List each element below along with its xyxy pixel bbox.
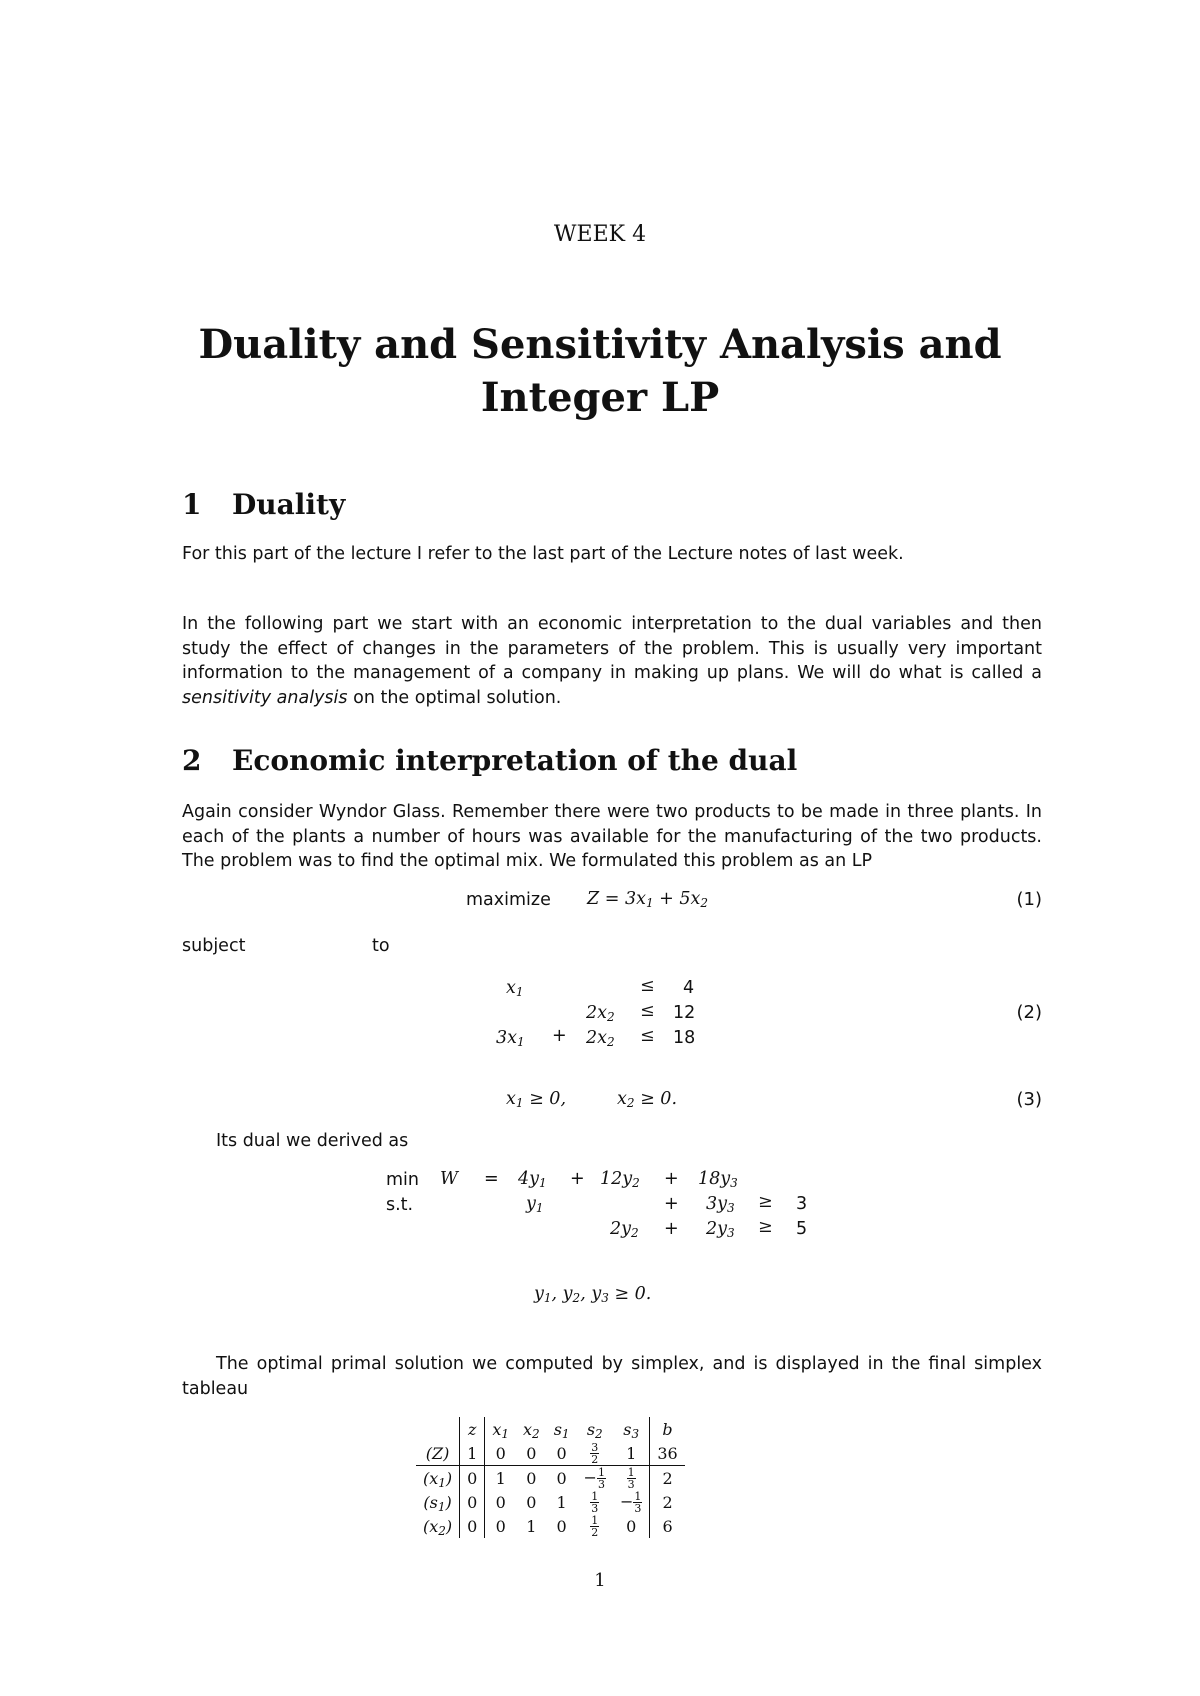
cell: 0 xyxy=(485,1490,516,1514)
paragraph-3: Again consider Wyndor Glass. Remember there were two products to be made in three plants. In each of the plants a number of hours was available for the manufacturing of the two products. The problem was to find the optimal mix. We formulated this problem as an LP xyxy=(182,802,1042,871)
dual-18y3: $18y_3$ xyxy=(698,1169,738,1190)
dual-min-label: min xyxy=(386,1170,420,1190)
cell: 0 xyxy=(485,1514,516,1538)
title-line-1: Duality and Sensitivity Analysis and xyxy=(198,321,1002,368)
c3-rhs: 18 xyxy=(673,1028,696,1048)
week-header: WEEK 4 xyxy=(553,222,647,247)
page-number: 1 xyxy=(594,1570,606,1591)
col-s2: $s_2$ xyxy=(586,1419,603,1441)
cell: 0 xyxy=(460,1466,485,1491)
paragraph-2-text-b: on the optimal solution. xyxy=(347,687,562,708)
c1-leq: ≤ xyxy=(640,976,655,996)
cell: 6 xyxy=(650,1514,685,1538)
cell: − $\frac{1}{3}$ xyxy=(619,1489,642,1515)
cell: 2 xyxy=(650,1466,685,1491)
dual-eq: = xyxy=(484,1169,499,1189)
dual-c1-3y3: $3y_3$ xyxy=(706,1194,735,1215)
dual-c1-rhs: 3 xyxy=(796,1194,808,1214)
col-x1: $x_1$ xyxy=(485,1417,516,1441)
row-label-x2: $(x_2)$ xyxy=(423,1516,453,1538)
c3-leq: ≤ xyxy=(640,1026,655,1046)
dual-st-label: s.t. xyxy=(386,1195,414,1215)
cell: 0 xyxy=(547,1466,577,1491)
cell: 0 xyxy=(516,1466,547,1491)
objective-function: $Z = 3x_1 + 5x_2$ xyxy=(587,889,709,910)
section-2-number: 2 xyxy=(182,744,202,777)
cell: 0 xyxy=(526,1443,537,1463)
equation-number-2: (2) xyxy=(1016,1002,1042,1023)
cell: 36 xyxy=(650,1441,685,1466)
section-1-heading xyxy=(182,488,345,521)
title-line-2: Integer LP xyxy=(480,374,720,421)
dual-c2-2y2: $2y_2$ xyxy=(610,1219,639,1240)
paragraph-1: For this part of the lecture I refer to the last part of the Lecture notes of last week. xyxy=(182,544,904,564)
dual-c1-plus: + xyxy=(664,1194,679,1214)
nonnegativity-x2: $x_2 \ge 0$. xyxy=(617,1089,678,1110)
section-1-number: 1 xyxy=(182,488,202,521)
cell: $\frac{3}{2}$ xyxy=(591,1440,599,1466)
dual-nonnegativity: $y_1$, $y_2$, $y_3 \ge 0$. xyxy=(534,1284,652,1305)
dual-12y2: $12y_2$ xyxy=(600,1169,640,1190)
dual-intro: Its dual we derived as xyxy=(216,1131,409,1151)
col-b: b xyxy=(650,1417,685,1441)
cell: 1 xyxy=(626,1443,637,1463)
section-1-title: Duality xyxy=(232,488,346,521)
col-z: z xyxy=(460,1417,485,1441)
section-2-title: Economic interpretation of the dual xyxy=(232,744,798,777)
cell: 1 xyxy=(485,1466,516,1491)
cell: 0 xyxy=(485,1441,516,1466)
cell: 0 xyxy=(460,1490,485,1514)
page-title xyxy=(0,318,1200,424)
c1-x1: $x_1$ xyxy=(506,978,524,999)
cell: $\frac{1}{3}$ xyxy=(613,1466,650,1491)
dual-c1-geq: ≥ xyxy=(758,1192,773,1212)
c3-3x1: $3x_1$ xyxy=(496,1028,525,1049)
nonnegativity-x1: $x_1 \ge 0$, xyxy=(506,1089,567,1110)
dual-c2-rhs: 5 xyxy=(796,1219,808,1239)
simplex-tableau xyxy=(416,1417,685,1538)
table-row xyxy=(416,1514,685,1538)
dual-W: W xyxy=(440,1169,458,1189)
subject-word: subject xyxy=(182,936,246,956)
paragraph-4: The optimal primal solution we computed by simplex, and is displayed in the final simplex tableau xyxy=(182,1354,1042,1399)
cell: 1 xyxy=(460,1441,485,1466)
dual-c2-geq: ≥ xyxy=(758,1217,773,1237)
table-row xyxy=(416,1441,685,1466)
cell: 0 xyxy=(556,1516,567,1536)
cell: 0 xyxy=(460,1514,485,1538)
cell: 2 xyxy=(650,1490,685,1514)
equation-number-1: (1) xyxy=(1016,889,1042,910)
maximize-label: maximize xyxy=(466,890,551,910)
c3-plus: + xyxy=(552,1026,567,1046)
c2-leq: ≤ xyxy=(640,1001,655,1021)
c2-rhs: 12 xyxy=(673,1003,696,1023)
col-s1: $s_1$ xyxy=(553,1419,570,1441)
dual-c2-plus: + xyxy=(664,1219,679,1239)
section-2-heading xyxy=(182,744,797,777)
cell: − $\frac{1}{3}$ xyxy=(577,1466,613,1491)
cell: 0 xyxy=(556,1443,567,1463)
cell: 0 xyxy=(526,1492,537,1512)
table-row xyxy=(416,1466,685,1491)
cell: 1 xyxy=(556,1492,567,1512)
tableau-header-row xyxy=(416,1417,685,1441)
c3-2x2: $2x_2$ xyxy=(586,1028,615,1049)
sensitivity-analysis-emphasis: sensitivity analysis xyxy=(182,687,348,708)
paragraph-2-text-a: In the following part we start with an economic interpretation to the dual variables and then study the effect of changes in the parameters of the problem. This is usually very important information to the management of a company in making up plans. We will do what is called a xyxy=(182,614,1042,683)
cell: $\frac{1}{3}$ xyxy=(591,1489,599,1515)
dual-c1-y1: $y_1$ xyxy=(526,1194,544,1215)
row-label-x1: $(x_1)$ xyxy=(416,1466,460,1491)
cell: 1 xyxy=(526,1516,537,1536)
dual-plus-1: + xyxy=(570,1169,585,1189)
row-label-Z: (Z) xyxy=(425,1443,450,1463)
col-x2: $x_2$ xyxy=(523,1419,540,1441)
c1-rhs: 4 xyxy=(683,978,695,998)
dual-plus-2: + xyxy=(664,1169,679,1189)
dual-4y1: $4y_1$ xyxy=(518,1169,547,1190)
c2-2x2: $2x_2$ xyxy=(586,1003,615,1024)
to-word: to xyxy=(372,936,390,956)
table-row xyxy=(416,1490,685,1514)
col-s3: $s_3$ xyxy=(623,1419,640,1441)
paragraph-2 xyxy=(182,612,1042,710)
row-label-s1: $(s_1)$ xyxy=(423,1492,452,1514)
dual-c2-2y3: $2y_3$ xyxy=(706,1219,735,1240)
cell: 0 xyxy=(626,1516,637,1536)
equation-number-3: (3) xyxy=(1016,1089,1042,1110)
cell: $\frac{1}{2}$ xyxy=(591,1513,599,1539)
